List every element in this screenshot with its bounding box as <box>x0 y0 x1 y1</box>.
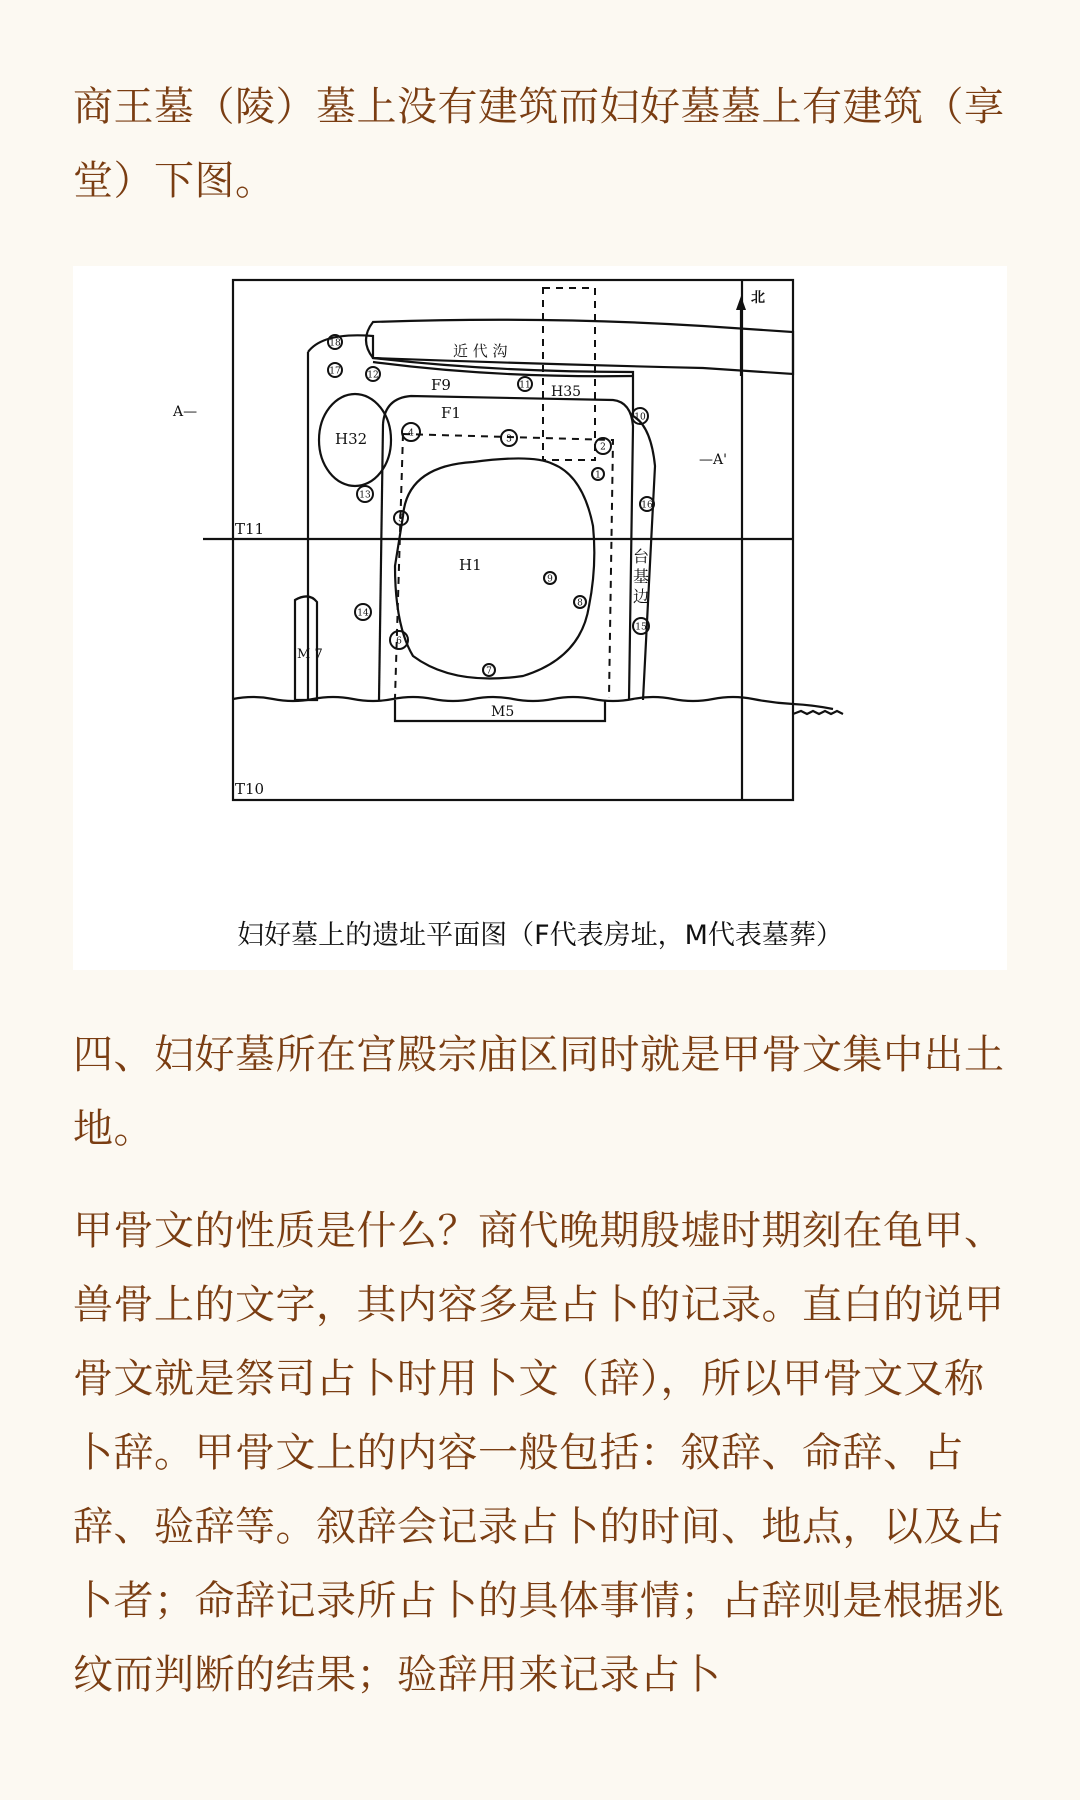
h35-outline <box>543 288 595 460</box>
marker-number-1: 1 <box>595 470 601 481</box>
section-a-left-label: A— <box>173 404 198 420</box>
f9-label: F9 <box>431 376 451 394</box>
platform-outline <box>308 335 655 700</box>
marker-number-15: 15 <box>635 622 647 633</box>
marker-number-13: 13 <box>359 490 371 501</box>
marker-number-12: 12 <box>367 370 379 381</box>
platform-edge-label-2: 基 <box>633 567 650 586</box>
marker-number-9: 9 <box>547 574 553 585</box>
marker-number-6: 6 <box>396 636 402 647</box>
marker-number-16: 16 <box>641 500 653 511</box>
t11-label: T11 <box>235 520 265 538</box>
marker-number-5: 5 <box>398 514 404 525</box>
m5-label: M5 <box>491 704 515 720</box>
marker-number-17: 17 <box>329 366 341 377</box>
modern-ditch-label: 近 代 沟 <box>453 342 508 360</box>
marker-number-18: 18 <box>329 338 341 349</box>
m7-label: M 7 <box>297 647 323 662</box>
intro-paragraph: 商王墓（陵）墓上没有建筑而妇好墓墓上有建筑（享堂）下图。 <box>73 84 1005 204</box>
t10-label: T10 <box>235 780 265 798</box>
f1-column-row-west <box>395 434 403 698</box>
figure-caption: 妇好墓上的遗址平面图（F代表房址，M代表墓葬） <box>237 920 843 951</box>
marker-number-3: 3 <box>506 434 512 445</box>
marker-number-7: 7 <box>486 666 492 677</box>
platform-edge-label-3: 边 <box>633 587 650 606</box>
h32-label: H32 <box>335 430 368 448</box>
marker-number-11: 11 <box>519 380 531 391</box>
h1-label: H1 <box>459 556 482 574</box>
modern-ditch <box>366 320 793 374</box>
f1-column-row <box>403 434 613 698</box>
marker-number-4: 4 <box>408 428 414 439</box>
f1-west-wall <box>379 424 383 700</box>
marker-number-8: 8 <box>577 598 583 609</box>
section-four-heading: 四、妇好墓所在宫殿宗庙区同时就是甲骨文集中出土地。 <box>73 1032 1005 1152</box>
marker-number-14: 14 <box>357 608 369 619</box>
section-a-right-label: —A' <box>699 452 727 468</box>
north-arrow-icon <box>736 296 746 310</box>
platform-edge-label-1: 台 <box>633 547 650 566</box>
pillar-markers <box>328 335 654 676</box>
f1-label: F1 <box>441 404 461 422</box>
marker-number-2: 2 <box>600 442 606 453</box>
marker-number-10: 10 <box>634 412 646 423</box>
site-plan-figure <box>73 266 1007 970</box>
site-plan-drawing <box>73 266 1007 906</box>
oracle-bone-paragraph: 甲骨文的性质是什么？商代晚期殷墟时期刻在龟甲、兽骨上的文字，其内容多是占卜的记录。直白的说甲骨文就是祭司占卜时用卜文（辞），所以甲骨文又称卜辞。甲骨文上的内容一般包括：叙辞、命辞、占辞、验辞等。叙辞会记录占卜的时间、地点，以及占卜者；命辞记录所占卜的具体事情；占辞则是根据兆纹而判断的结果；验辞用来记录占卜 <box>73 1208 1005 1698</box>
north-label: 北 <box>751 290 765 306</box>
h35-label: H35 <box>551 384 582 400</box>
ground-line-tail <box>793 711 843 714</box>
h1-pit <box>395 458 594 678</box>
